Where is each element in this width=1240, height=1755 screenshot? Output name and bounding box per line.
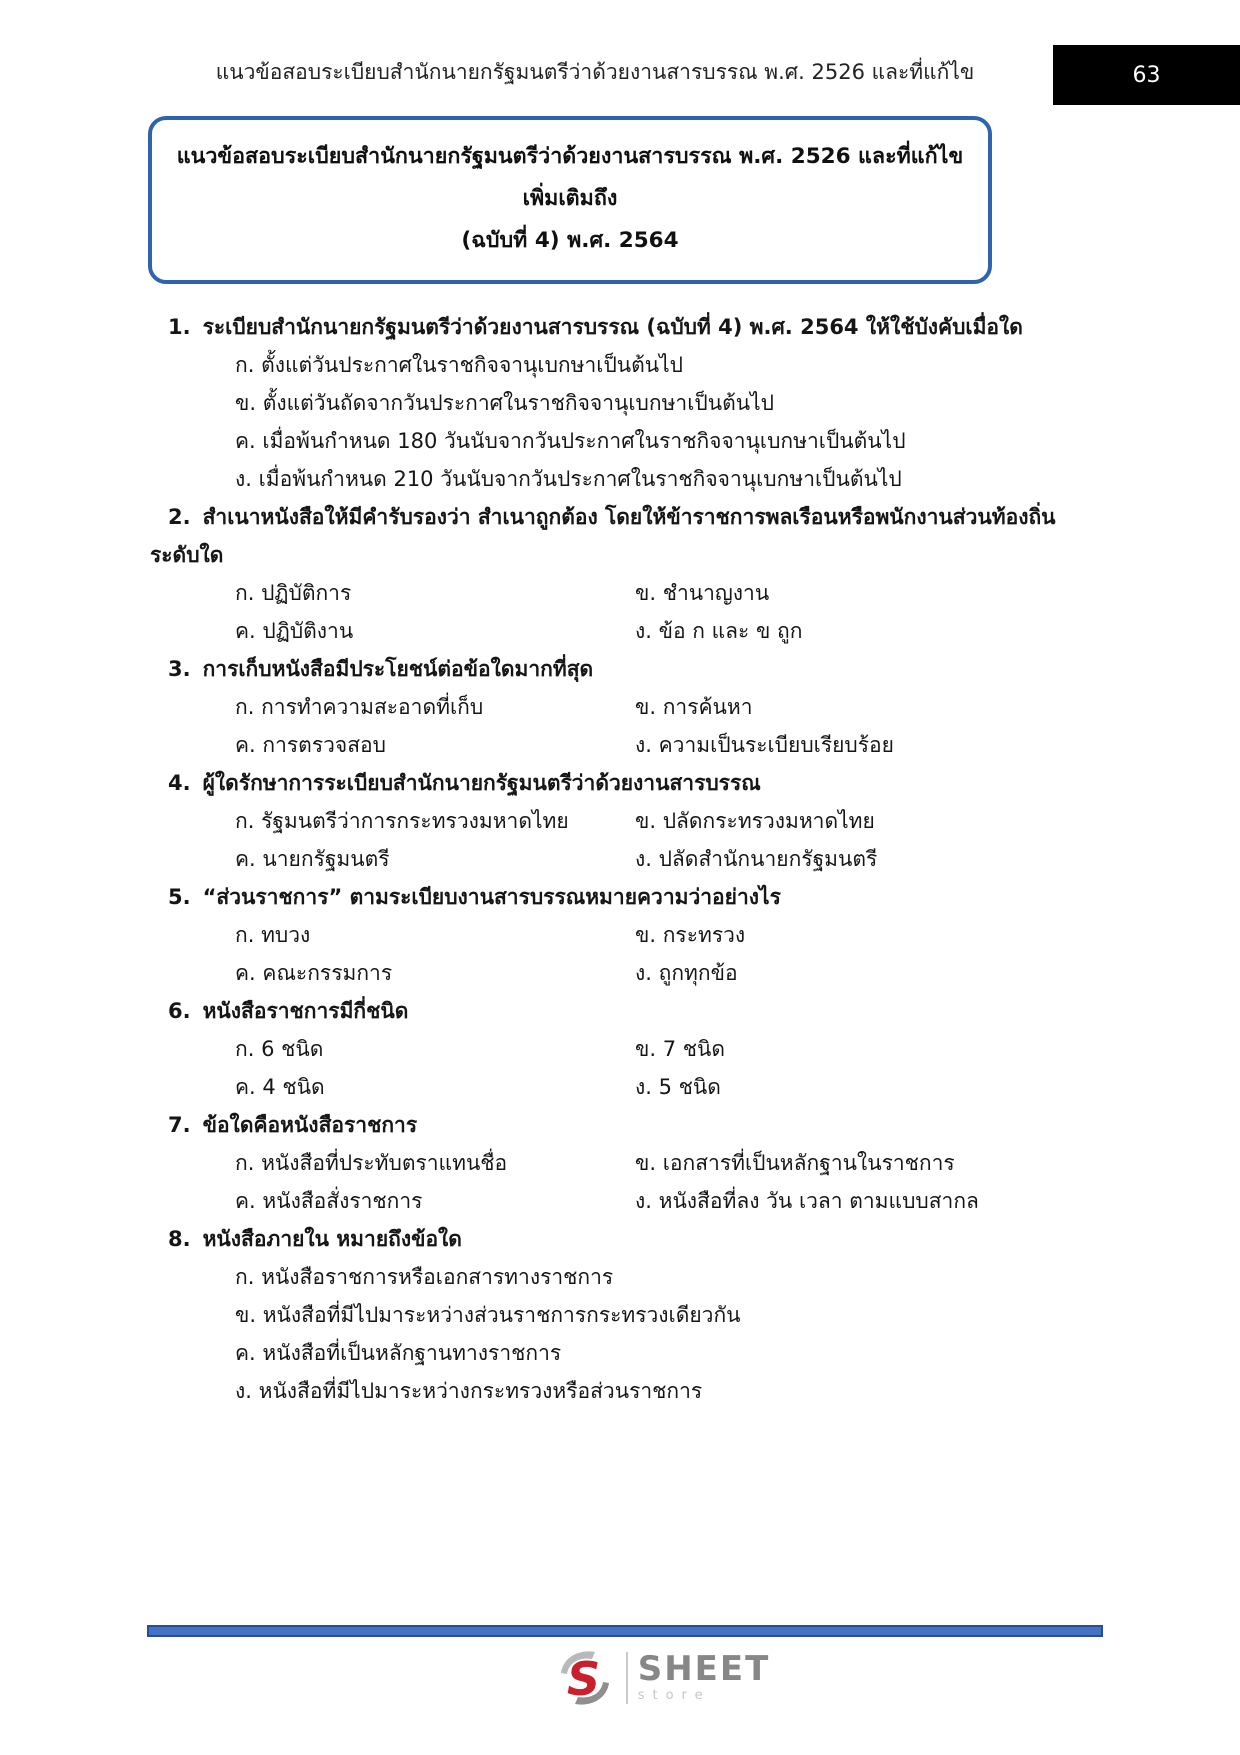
question-item (150, 992, 1100, 1106)
answer-option: ก. 6 ชนิด (235, 1037, 324, 1061)
options-group (150, 916, 1100, 992)
answer-option: ข. 7 ชนิด (635, 1037, 725, 1061)
answer-option: ง. 5 ชนิด (635, 1075, 721, 1099)
answer-option: ข. การค้นหา (635, 695, 753, 719)
answer-option: ข. กระทรวง (635, 923, 746, 947)
options-group (150, 688, 1100, 764)
options-group (150, 574, 1100, 650)
answer-option: ก. ทบวง (235, 923, 311, 947)
question-item (150, 308, 1100, 498)
question-text-continued: ระดับใด (150, 543, 224, 567)
question-number: 8. (168, 1227, 191, 1251)
answer-option: ค. นายกรัฐมนตรี (235, 847, 390, 871)
answer-option: ก. หนังสือที่ประทับตราแทนชื่อ (235, 1151, 508, 1175)
question-text (150, 878, 1100, 916)
title-box (148, 116, 992, 284)
brand-subtitle: store (637, 1688, 711, 1703)
answer-option: ค. เมื่อพ้นกำหนด 180 วันนับจากวันประกาศในราชกิจจานุเบกษาเป็นต้นไป (235, 429, 906, 453)
question-text (150, 1220, 1100, 1258)
answer-option: ก. ปฏิบัติการ (235, 581, 352, 605)
answer-option: ก. รัฐมนตรีว่าการกระทรวงมหาดไทย (235, 809, 569, 833)
sheet-store-s-mark-icon (554, 1646, 616, 1710)
answer-option: ค. การตรวจสอบ (235, 733, 386, 757)
answer-option: ข. เอกสารที่เป็นหลักฐานในราชการ (635, 1151, 955, 1175)
question-title: หนังสือราชการมีกี่ชนิด (202, 999, 409, 1023)
page-number-box (1053, 45, 1240, 105)
page-number: 63 (1132, 62, 1161, 88)
logo-separator (626, 1652, 628, 1704)
question-text (150, 650, 1100, 688)
question-number: 3. (168, 657, 191, 681)
title-line-2: (ฉบับที่ 4) พ.ศ. 2564 (461, 228, 679, 253)
answer-option: ง. หนังสือที่ลง วัน เวลา ตามแบบสากล (635, 1189, 979, 1213)
options-group (150, 1258, 1100, 1410)
answer-option: ก. หนังสือราชการหรือเอกสารทางราชการ (235, 1265, 614, 1289)
page-header (0, 0, 1240, 108)
options-group (150, 346, 1100, 498)
answer-option: ค. หนังสือที่เป็นหลักฐานทางราชการ (235, 1341, 562, 1365)
question-text (150, 1106, 1100, 1144)
title-line-1: แนวข้อสอบระเบียบสำนักนายกรัฐมนตรีว่าด้วยงานสารบรรณ พ.ศ. 2526 และที่แก้ไขเพิ่มเติมถึง (176, 144, 964, 211)
answer-option: ง. ข้อ ก และ ข ถูก (635, 619, 803, 643)
question-title: ข้อใดคือหนังสือราชการ (202, 1113, 418, 1137)
answer-option: ง. ปลัดสำนักนายกรัฐมนตรี (635, 847, 878, 871)
answer-option: ข. หนังสือที่มีไปมาระหว่างส่วนราชการกระทรวงเดียวกัน (235, 1303, 741, 1327)
answer-option: ก. การทำความสะอาดที่เก็บ (235, 695, 484, 719)
question-number: 2. (168, 505, 191, 529)
question-title: ระเบียบสำนักนายกรัฐมนตรีว่าด้วยงานสารบรรณ (ฉบับที่ 4) พ.ศ. 2564 ให้ใช้บังคับเมื่อใด (202, 315, 1023, 339)
question-number: 1. (168, 315, 191, 339)
answer-option: ง. ถูกทุกข้อ (635, 961, 738, 985)
answer-option: ง. เมื่อพ้นกำหนด 210 วันนับจากวันประกาศในราชกิจจานุเบกษาเป็นต้นไป (235, 467, 902, 491)
question-number: 7. (168, 1113, 191, 1137)
question-text (150, 992, 1100, 1030)
question-number: 5. (168, 885, 191, 909)
question-title: การเก็บหนังสือมีประโยชน์ต่อข้อใดมากที่สุด (202, 657, 594, 681)
questions-list (150, 308, 1100, 1410)
answer-option: ค. หนังสือสั่งราชการ (235, 1189, 423, 1213)
question-text (150, 498, 1100, 536)
options-group (150, 1030, 1100, 1106)
answer-option: ข. ชำนาญงาน (635, 581, 770, 605)
sheet-store-logo (42, 1646, 1240, 1710)
question-item (150, 1106, 1100, 1220)
answer-option: ก. ตั้งแต่วันประกาศในราชกิจจานุเบกษาเป็นต้นไป (235, 353, 684, 377)
svg-text:S: S (566, 1652, 600, 1706)
question-text (150, 308, 1100, 346)
question-item (150, 1220, 1100, 1410)
question-title: หนังสือภายใน หมายถึงข้อใด (202, 1227, 462, 1251)
answer-option: ง. หนังสือที่มีไปมาระหว่างกระทรวงหรือส่วนราชการ (235, 1379, 703, 1403)
question-item (150, 764, 1100, 878)
answer-option: ค. 4 ชนิด (235, 1075, 325, 1099)
question-title: สำเนาหนังสือให้มีคำรับรองว่า สำเนาถูกต้อง โดยให้ข้าราชการพลเรือนหรือพนักงานส่วนท้องถิ่น (202, 505, 1056, 529)
question-text (150, 764, 1100, 802)
options-group (150, 1144, 1100, 1220)
answer-option: ง. ความเป็นระเบียบเรียบร้อย (635, 733, 894, 757)
options-group (150, 802, 1100, 878)
question-item (150, 498, 1100, 650)
answer-option: ค. คณะกรรมการ (235, 961, 393, 985)
question-item (150, 650, 1100, 764)
question-number: 6. (168, 999, 191, 1023)
answer-option: ข. ตั้งแต่วันถัดจากวันประกาศในราชกิจจานุเบกษาเป็นต้นไป (235, 391, 774, 415)
answer-option: ค. ปฏิบัติงาน (235, 619, 354, 643)
logo-text-block (637, 1649, 771, 1704)
running-header-text: แนวข้อสอบระเบียบสำนักนายกรัฐมนตรีว่าด้วยงานสารบรรณ พ.ศ. 2526 และที่แก้ไข (215, 60, 975, 84)
footer-divider-bar (147, 1625, 1103, 1637)
question-title: ผู้ใดรักษาการระเบียบสำนักนายกรัฐมนตรีว่าด้วยงานสารบรรณ (202, 771, 761, 795)
answer-option: ข. ปลัดกระทรวงมหาดไทย (635, 809, 875, 833)
brand-name: SHEET (637, 1649, 771, 1689)
question-number: 4. (168, 771, 191, 795)
question-item (150, 878, 1100, 992)
question-title: “ส่วนราชการ” ตามระเบียบงานสารบรรณหมายความว่าอย่างไร (202, 885, 781, 909)
